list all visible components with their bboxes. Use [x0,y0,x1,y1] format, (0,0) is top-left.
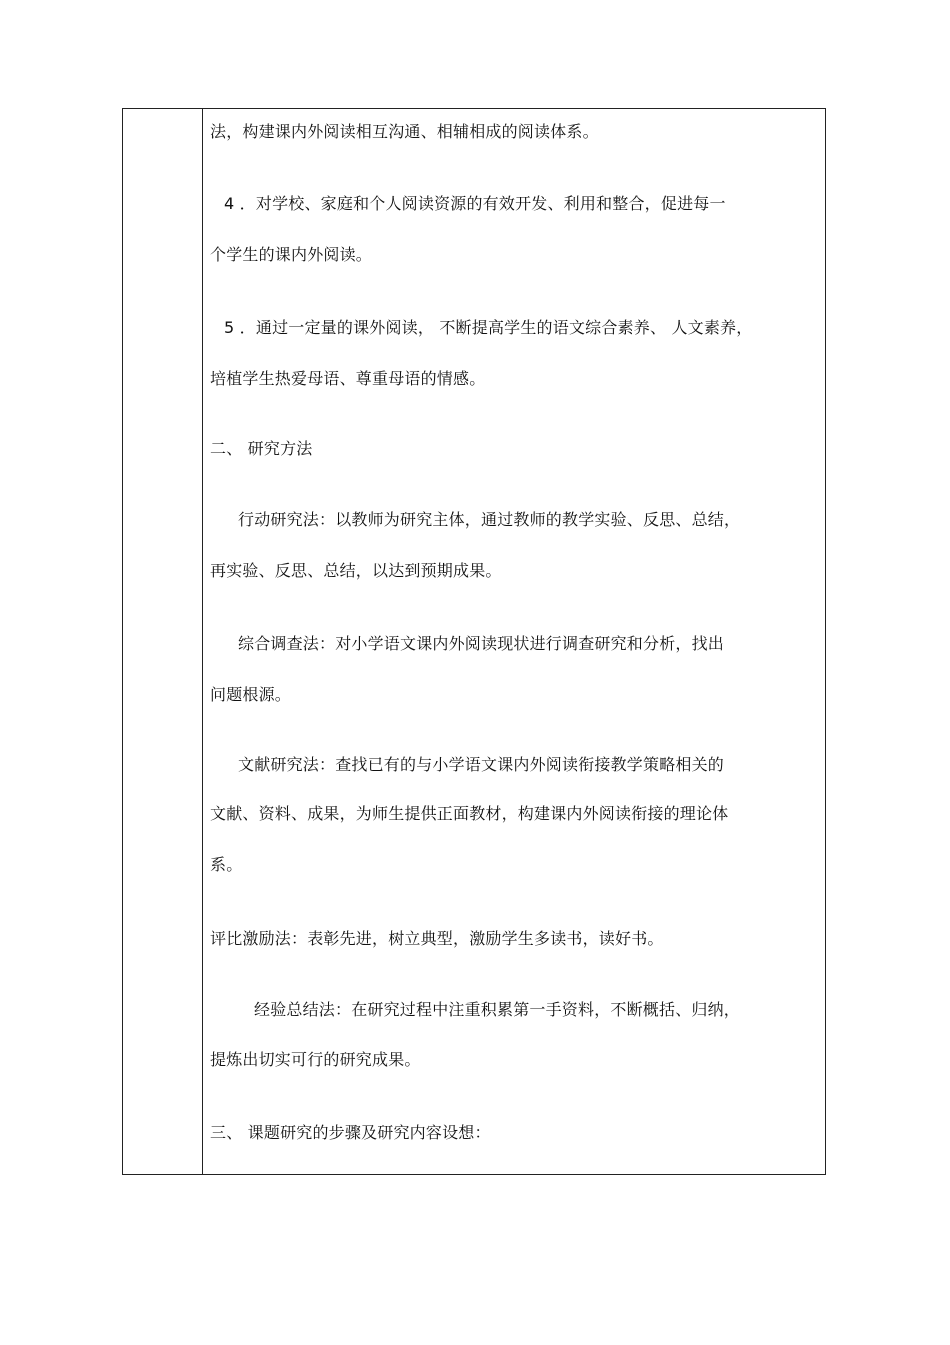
text-line: 问题根源。 [210,685,292,704]
text-line: 经验总结法：在研究过程中注重积累第一手资料，不断概括、归纳， [254,1000,741,1019]
text-line: 4 ．对学校、家庭和个人阅读资源的有效开发、利用和整合，促进每一 [224,194,726,213]
text-line: 行动研究法：以教师为研究主体，通过教师的教学实验、反思、总结， [238,510,741,529]
text-line: 5 ．通过一定量的课外阅读， 不断提高学生的语文综合素养、 人文素养， [224,318,753,337]
section-heading: 三、 课题研究的步骤及研究内容设想： [210,1123,491,1142]
section-heading: 二、 研究方法 [210,439,313,458]
text-line: 再实验、反思、总结，以达到预期成果。 [210,561,502,580]
text-line: 法，构建课内外阅读相互沟通、相辅相成的阅读体系。 [210,122,599,141]
text-line: 文献、资料、成果，为师生提供正面教材，构建课内外阅读衔接的理论体 [210,804,729,823]
text-line: 培植学生热爱母语、尊重母语的情感。 [210,369,486,388]
text-line: 提炼出切实可行的研究成果。 [210,1050,421,1069]
text-line: 评比激励法：表彰先进，树立典型，激励学生多读书，读好书。 [210,929,664,948]
text-line: 个学生的课内外阅读。 [210,245,373,264]
text-line: 文献研究法：查找已有的与小学语文课内外阅读衔接教学策略相关的 [238,755,725,774]
table-column-divider [202,109,203,1174]
text-line: 综合调查法：对小学语文课内外阅读现状进行调查研究和分析，找出 [238,634,725,653]
text-line: 系。 [210,855,243,874]
